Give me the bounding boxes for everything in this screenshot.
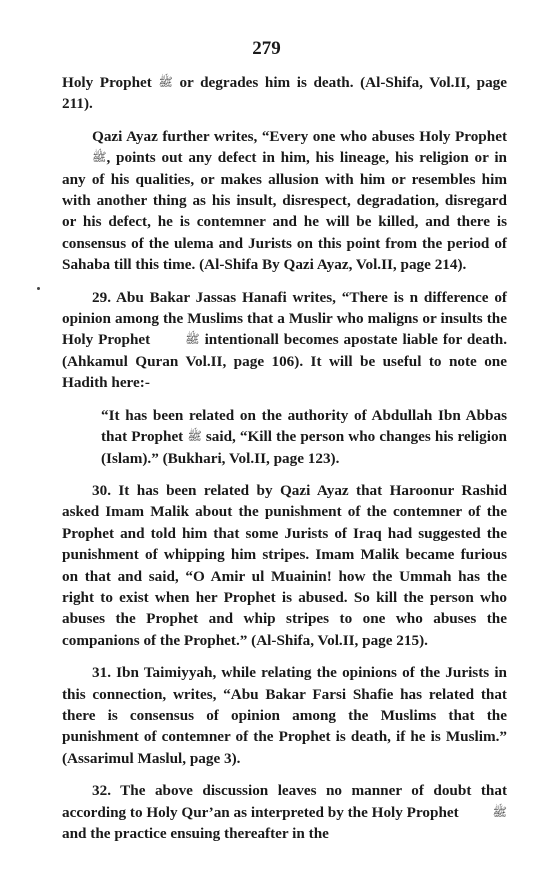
paragraph-text: 30. It has been related by Qazi Ayaz that Haroonur Rashid asked Imam Malik about the punishment of the contemner of the Prophet and told him that some Jurists of Iraq had suggested the punishment of whipping him stripes. Imam Malik became furious on that and said, “O Amir ul Muainin! how the Ummah has the right to exist when her Prophet is abused. So kill the person who abuses the Prophet and whip stripes to one who abuses the companions of the Prophet.” (Al-Shifa, Vol.II, page 215). [62,481,507,649]
quote-text: said, “Kill the person who changes his religion (Islam).” (Bukhari, Vol.II, page 123). [101,428,508,467]
paragraph-29 [62,287,507,394]
paragraph-text: Holy Prophet [62,74,159,91]
paragraph-text: 32. The above discussion leaves no manner of doubt that according to Holy Qur’an as interpreted by the Holy Prophet [62,782,507,821]
paragraph-text: intentionall becomes apostate liable for death. (Ahkamul Quran Vol.II, page 106). It will be useful to note one Hadith here:- [62,331,507,392]
honorific-seal-icon: ﷺ [185,332,200,347]
paragraph-text: 31. Ibn Taimiyyah, while relating the opinions of the Jurists in this connection, writes, “Abu Bakar Farsi Shafie has related that there is consensus of opinion among the Muslims that the punishment of contemner of the Prophet is death, if he is Muslim.” (Assarimul Maslul, page 3). [62,664,507,767]
paragraph-text: , points out any defect in him, his lineage, his religion or in any of his qualities, or makes allusion with him or resembles him with another thing as his insult, disrespect, degradation, disregard or his defect, he is contemner and he will be killed, and there is consensus of the ulema and Jurists on this point from the period of Sahaba till this time. (Al-Shifa By Qazi Ayaz, Vol.II, page 214). [62,149,507,274]
scan-speck [37,287,40,290]
paragraph-qazi-ayaz [62,126,507,276]
honorific-seal-icon: ﷺ [492,804,507,819]
paragraph-text: or degrades him is death. (Al-Shifa, Vol.II, page 211). [62,74,507,113]
quote-text: “It has been related on the authority of Abdullah Ibn Abbas that Prophet [101,406,507,446]
honorific-seal-icon: ﷺ [92,150,107,165]
paragraph-text: and the practice ensuing thereafter in the [62,825,329,842]
paragraph-30 [62,480,507,651]
paragraph-text: Qazi Ayaz further writes, “Every one who abuses Holy Prophet [92,127,507,145]
page-number: 279 [252,38,281,59]
paragraph-continuation [62,72,507,115]
paragraph-31 [62,662,507,769]
honorific-seal-icon: ﷺ [187,429,202,444]
hadith-quote [101,405,507,469]
paragraph-text: 29. Abu Bakar Jassas Hanafi writes, “There is n difference of opinion among the Muslims that a Muslir who maligns or insults the Holy Prophet [62,288,507,349]
page-body [62,72,507,855]
paragraph-32 [62,780,507,844]
honorific-seal-icon: ﷺ [158,75,173,89]
